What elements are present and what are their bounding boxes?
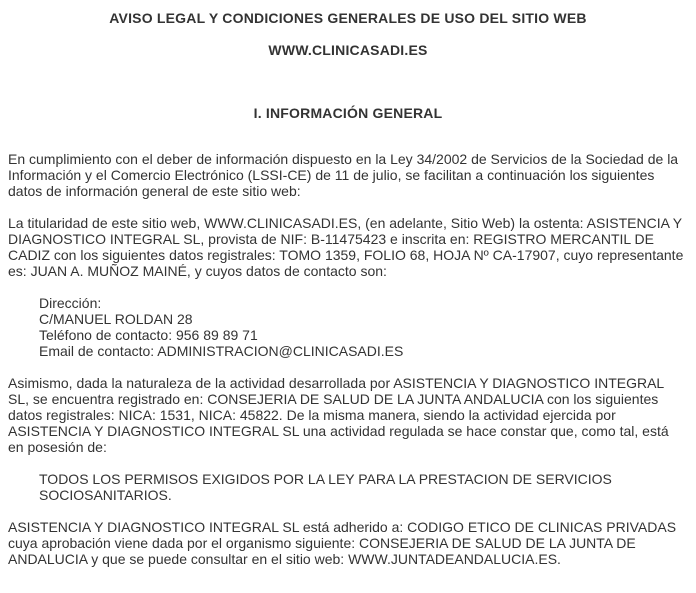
email-contact: Email de contacto: ADMINISTRACION@CLINICASADI.ES	[39, 343, 404, 359]
legal-information-paragraph: En cumplimiento con el deber de información dispuesto en la Ley 34/2002 de Servicios de la Sociedad de la Información y el Comercio Electrónico (LSSI-CE) de 11 de julio, se facilitan a continuación los siguientes datos de información general de este sitio web:	[8, 151, 679, 199]
ownership-paragraph: La titularidad de este sitio web, WWW.CLINICASADI.ES, (en adelante, Sitio Web) la ostenta: ASISTENCIA Y DIAGNOSTICO INTEGRAL SL, provista de NIF: B-11475423 e inscrita en: REGISTRO MERCANTIL DE CADIZ con los siguientes datos registrales: TOMO 1359, FOLIO 68, HOJA Nº CA-17907, cuyo representante es: JUAN A. MUÑOZ MAINÉ, y cuyos datos de contacto son:	[8, 215, 684, 279]
permits-statement: TODOS LOS PERMISOS EXIGIDOS POR LA LEY PARA LA PRESTACION DE SERVICIOS SOCIOSANITARIOS.	[39, 471, 612, 503]
ethics-code-paragraph: ASISTENCIA Y DIAGNOSTICO INTEGRAL SL está adherido a: CODIGO ETICO DE CLINICAS PRIVADAS cuya aprobación viene dada por el organismo siguiente: CONSEJERIA DE SALUD DE LA JUNTA DE ANDALUCIA y que se puede consultar en el sitio web: WWW.JUNTADEANDALUCIA.ES.	[8, 519, 677, 567]
phone-contact: Teléfono de contacto: 956 89 89 71	[39, 327, 258, 343]
site-name: WWW.CLINICASADI.ES	[268, 42, 428, 58]
document-title: AVISO LEGAL Y CONDICIONES GENERALES DE USO DEL SITIO WEB	[109, 10, 587, 26]
section-title: I. INFORMACIÓN GENERAL	[253, 105, 443, 121]
contact-details	[39, 295, 688, 359]
registration-paragraph: Asimismo, dada la naturaleza de la actividad desarrollada por ASISTENCIA Y DIAGNOSTICO INTEGRAL SL, se encuentra registrado en: CONSEJERIA DE SALUD DE LA JUNTA ANDALUCIA con los siguientes datos registrales: NICA: 1531, NICA: 45822. De la misma manera, siendo la actividad ejercida por ASISTENCIA Y DIAGNOSTICO INTEGRAL SL una actividad regulada se hace constar que, como tal, está en posesión de:	[8, 375, 669, 455]
address-label: Dirección:	[39, 295, 102, 311]
address-value: C/MANUEL ROLDAN 28	[39, 311, 193, 327]
